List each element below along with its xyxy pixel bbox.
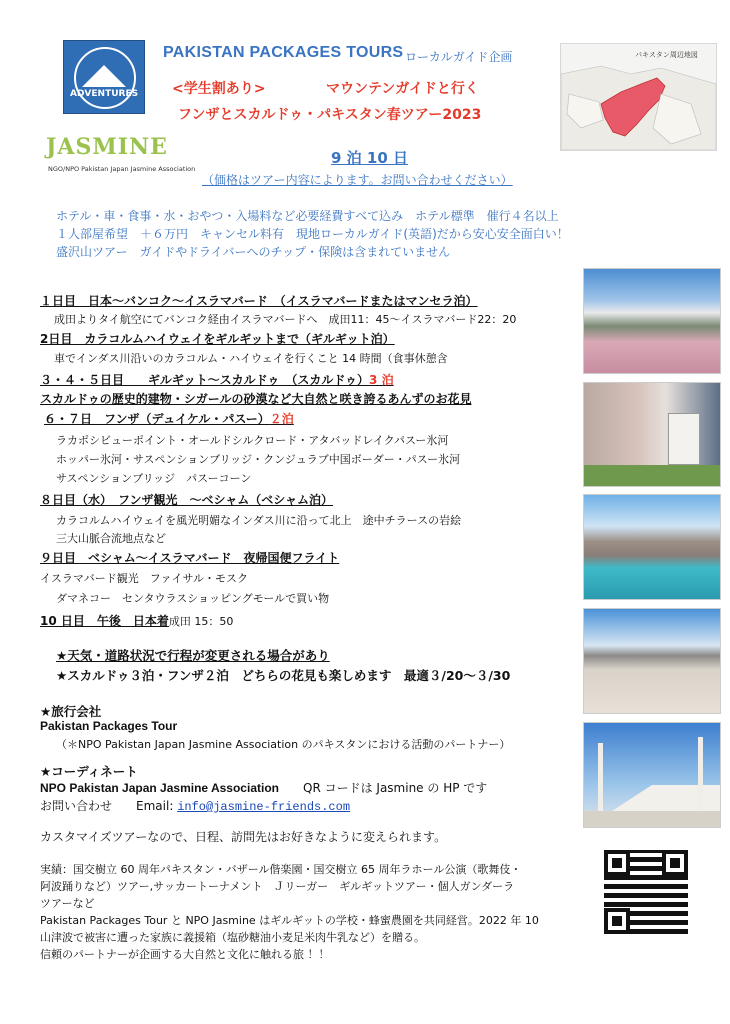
fort-building <box>668 413 700 465</box>
day-1-heading: １日目 日本～バンコク～イスラマバード （イスラマバードまたはマンセラ泊） <box>40 294 478 308</box>
day-10-note: 成田 15：50 <box>168 615 234 628</box>
qr-finder-top-left <box>604 850 630 876</box>
custom-tour-note: カスタマイズツアーなので、日程、訪問先はお好きなように変えられます。 <box>40 830 447 844</box>
faisal-mosque-photo <box>583 722 721 828</box>
day-1-note: 成田よりタイ航空にてバンコク経由イスラマバードへ 成田11：45～イスラマバード22：20 <box>54 313 517 326</box>
day-9-line-1: イスラマバード観光 ファイサル・モスク <box>40 572 249 585</box>
hunza-fort-photo <box>583 382 721 487</box>
mosque-roof <box>612 785 721 811</box>
jasmine-org-name: NGO/NPO Pakistan Japan Jasmine Association <box>48 165 196 173</box>
included-line-2: １人部屋希望 ＋６万円 キャンセル料有 現地ローカルガイド(英語)だから安心安全面白い！ <box>56 227 569 241</box>
partner-line-2: 山津波で被害に遭った家族に義援箱（塩砂糖油小麦足米肉牛乳など）を贈る。 <box>40 931 425 944</box>
title-line-2: フンザとスカルドゥ・パキスタン春ツアー2023 <box>178 107 482 123</box>
trip-duration: 9 泊 10 日 <box>331 149 408 167</box>
price-note: （価格はツアー内容によります。お問い合わせください） <box>202 173 513 187</box>
day-6-7-title: ６・７日 フンザ（デュイケル・パスー） <box>44 412 270 426</box>
achievements-line-2: 阿波踊りなど）ツアー,サッカートーナメント Ｊリーガー ギルギットツアー・個人ガンダーラ <box>40 880 515 893</box>
day-2-note: 車でインダス川沿いのカラコルム・ハイウェイを行くこと 14 時間（食事休憩含 <box>54 352 448 365</box>
day-6-7-line-1: ラカポシビューポイント・オールドシルクロード・アタバッドレイクパスー氷河 <box>56 434 449 447</box>
minaret-right <box>698 737 703 813</box>
note-schedule-change: ★天気・道路状況で行程が変更される場合があり <box>56 648 330 663</box>
day-8-heading: ８日目（水） フンザ観光 ～ベシャム（ベシャム泊） <box>40 493 334 507</box>
day-3-5-title: ３・４・５日目 ギルギット～スカルドゥ （スカルドゥ） <box>40 373 370 387</box>
day-6-7-nights: ２泊 <box>269 412 294 426</box>
logo-label: ADVENTURES <box>70 89 139 99</box>
coordinator-name: NPO Pakistan Japan Jasmine Association <box>40 781 279 795</box>
plaza <box>584 811 720 827</box>
day-3-5-nights: 3 泊 <box>369 373 394 387</box>
day-6-7-line-3: サスペンションブリッジ パスーコーン <box>56 472 252 485</box>
day-9-heading: ９日目 ベシャム～イスラマバード 夜帰国便フライト <box>40 551 340 565</box>
lake-photo <box>583 494 721 600</box>
qr-finder-bottom-left <box>604 908 630 934</box>
qr-finder-top-right <box>662 850 688 876</box>
day-10-row <box>40 610 233 629</box>
partner-line-1: Pakistan Packages Tour と NPO Jasmine はギルギットの学校・蜂蜜農園を共同経営。2022 年 10 <box>40 914 539 927</box>
contact-label: お問い合わせ <box>40 799 113 813</box>
jasmine-logo <box>46 134 196 176</box>
agency-heading: ★旅行会社 <box>40 704 102 719</box>
valley-photo <box>583 608 721 714</box>
brand-subtitle: ローカルガイド企画 <box>405 50 513 64</box>
day-9-line-2: ダマネコー センタウラスショッピングモールで買い物 <box>56 592 330 605</box>
adventures-logo <box>63 40 145 114</box>
lawn <box>584 465 720 486</box>
day-10-heading: 10 日目 午後 日本着 <box>40 614 169 628</box>
student-discount-label: <学生割あり> <box>172 81 266 97</box>
pakistan-map-image <box>560 43 717 151</box>
qr-code[interactable] <box>604 850 688 934</box>
coordinator-heading: ★コーディネート <box>40 764 138 779</box>
brand-name: PAKISTAN PACKAGES TOURS <box>163 44 404 61</box>
included-line-1: ホテル・車・食事・水・おやつ・入場料など必要経費すべて込み ホテル標準 催行４名以上 <box>56 209 559 223</box>
included-line-3: 盛沢山ツアー ガイドやドライバーへのチップ・保険は含まれていません <box>56 245 451 259</box>
day-3-5-note: スカルドゥの歴史的建物・シガールの砂漠など大自然と咲き誇るあんずのお花見 <box>40 392 472 406</box>
email-label: Email: <box>136 799 174 813</box>
mountain-icon <box>82 65 126 87</box>
map-label: パキスタン周辺地図 <box>635 51 698 59</box>
day-2-heading: 2日目 カラコルムハイウェイをギルギットまで（ギルギット泊） <box>40 332 395 346</box>
achievements-line-1: 実績：国交樹立 60 周年パキスタン・バザール偕楽園・国交樹立 65 周年ラホール公演（歌舞伎・ <box>40 863 522 876</box>
achievements-line-3: ツアーなど <box>40 897 95 910</box>
jasmine-wordmark: JASMINE <box>46 134 168 160</box>
contact-row <box>40 797 350 814</box>
coordinator-row <box>40 779 487 796</box>
agency-note: （＊NPO Pakistan Japan Jasmine Association のパキスタンにおける活動のパートナー） <box>56 738 511 751</box>
note-best-season: ★スカルドゥ３泊・フンザ２泊 どちらの花見も楽しめます 最適３/20～３/30 <box>56 668 511 683</box>
day-6-7-heading <box>44 410 294 427</box>
minaret-left <box>598 743 603 813</box>
day-8-line-2: 三大山脈合流地点など <box>56 532 166 545</box>
email-link[interactable]: info@jasmine-friends.com <box>177 800 351 814</box>
day-8-line-1: カラコルムハイウェイを風光明媚なインダス川に沿って北上 途中チラースの岩絵 <box>56 514 462 527</box>
day-3-5-heading <box>40 371 394 388</box>
qr-note: QR コードは Jasmine の HP です <box>303 781 488 795</box>
title-line-1: マウンテンガイドと行く <box>326 81 479 97</box>
partner-line-3: 信頼のパートナーが企画する大自然と文化に触れる旅 ！！ <box>40 948 330 961</box>
agency-name: Pakistan Packages Tour <box>40 719 178 733</box>
day-6-7-line-2: ホッパー氷河・サスペンションブリッジ・クンジュラブ中国ボーダー・パスー氷河 <box>56 453 461 466</box>
skardu-blossom-photo <box>583 268 721 374</box>
